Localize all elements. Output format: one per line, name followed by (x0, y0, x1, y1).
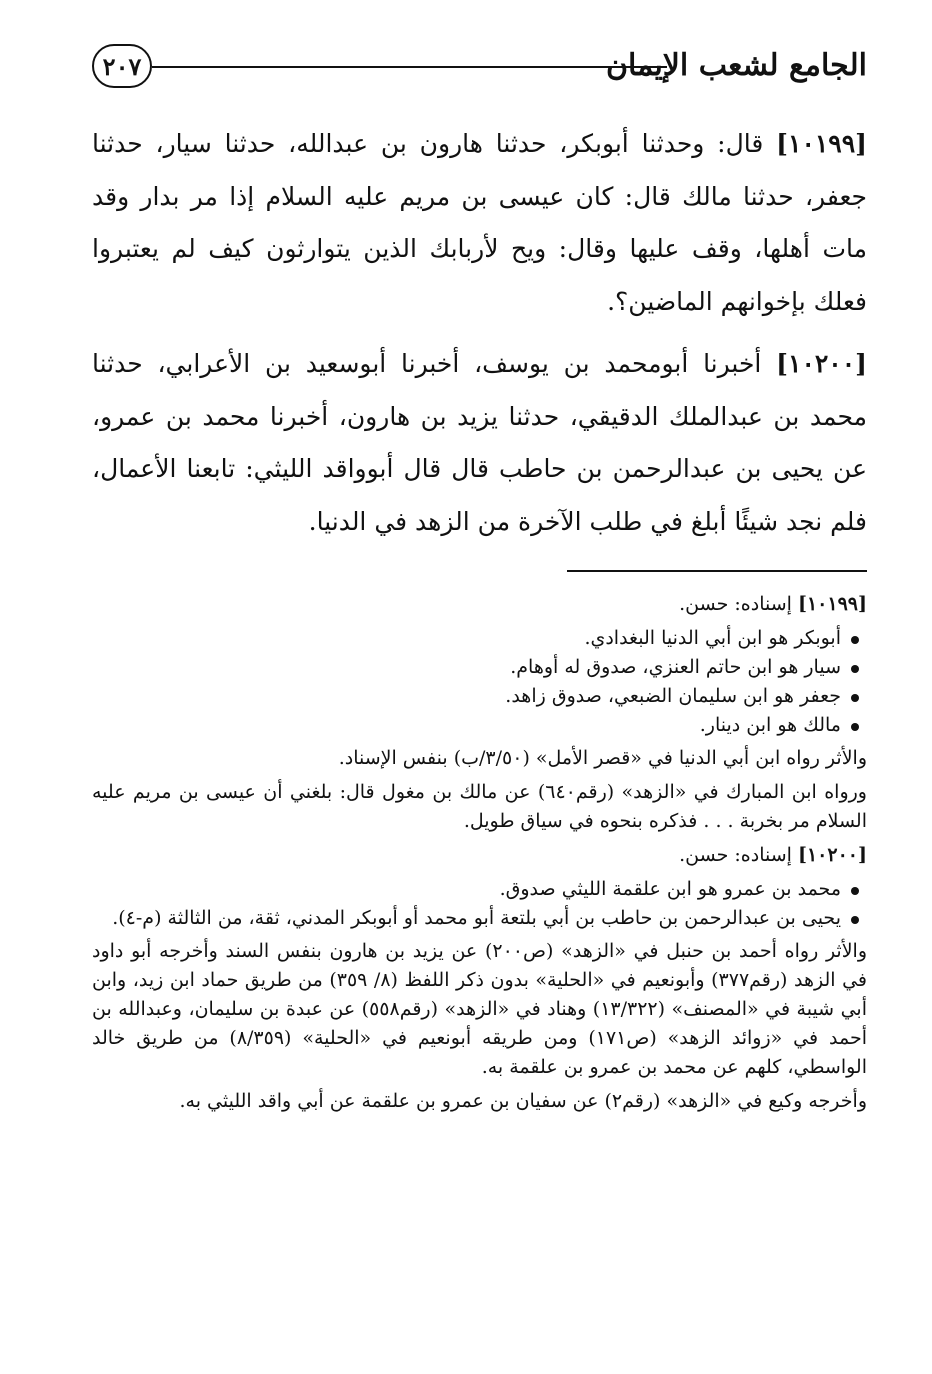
footnote-separator (567, 570, 867, 572)
running-title: الجامع لشعب الإيمان (605, 48, 867, 83)
hadith-text: قال: وحدثنا أبوبكر، حدثنا هارون بن عبدالله، حدثنا سيار، حدثنا جعفر، حدثنا مالك قال: كان عيسى بن مريم عليه السلام إذا مر بدار وقد مات أهلها، وقف عليها وقال: ويح لأربابك الذين يتوارثون كيف لم يعتبروا فعلك بإخوانهم الماضين؟. (92, 129, 867, 316)
footnote-paragraph: والأثر رواه ابن أبي الدنيا في «قصر الأمل» (٣/٥٠/ب) بنفس الإسناد. (338, 747, 867, 769)
footnote-bullet: جعفر هو ابن سليمان الضبعي، صدوق زاهد. (92, 682, 863, 711)
footnote-number: [١٠٢٠٠] (797, 844, 867, 866)
main-text (92, 118, 867, 558)
footnotes (92, 590, 867, 1121)
footnote-paragraph: والأثر رواه أحمد بن حنبل في «الزهد» (ص٢٠٠) عن يزيد بن هارون بنفس السند وأخرجه أبو داود في الزهد (رقم٣٧٧) وأبونعيم في «الحلية» بدون ذكر اللفظ (٨/ ٣٥٩) من طريق حماد ابن زيد، وابن أبي شيبة في «المصنف» (١٣/٣٢٢) وهناد في «الزهد» (رقم٥٥٨) عن عبدة بن سليمان، وعبدالله بن أحمد في «زوائد الزهد» (ص١٧١) ومن طريقه أبونعيم في «الحلية» (٨/٣٥٩) من طريق خالد الواسطي، كلهم عن محمد بن عمرو بن علقمة به. (92, 940, 868, 1078)
footnote-paragraph: وأخرجه وكيع في «الزهد» (رقم٢) عن سفيان بن عمرو بن علقمة عن أبي واقد الليثي به. (179, 1090, 867, 1112)
page-number: ٢٠٧ (92, 44, 152, 88)
footnote-paragraph: ورواه ابن المبارك في «الزهد» (رقم٦٤٠) عن مالك بن مغول قال: بلغني أن عيسى بن مريم عليه السلام مر بخربة . . . فذكره بنحوه في سياق طويل. (92, 781, 867, 832)
footnote-heading (92, 590, 867, 619)
hadith-text: أخبرنا أبومحمد بن يوسف، أخبرنا أبوسعيد بن الأعرابي، حدثنا محمد بن عبدالملك الدقيقي، حدثنا يزيد بن هارون، أخبرنا محمد بن عمرو، عن يحيى بن عبدالرحمن بن حاطب قال قال أبوواقد الليثي: تابعنا الأعمال، فلم نجد شيئًا أبلغ في طلب الآخرة من الزهد في الدنيا. (92, 349, 867, 536)
footnote-number: [١٠١٩٩] (797, 593, 867, 615)
footnote-grade: إسناده: حسن. (679, 593, 792, 615)
page-header (92, 40, 867, 96)
footnote-grade: إسناده: حسن. (679, 844, 792, 866)
hadith-number: [١٠٢٠٠] (776, 349, 867, 378)
main-paragraph (92, 118, 867, 328)
footnote-bullet-list (92, 875, 867, 933)
footnote-heading (92, 841, 867, 870)
main-paragraph (92, 338, 867, 548)
footnote-bullet: مالك هو ابن دينار. (92, 711, 863, 740)
footnote-bullet-list (92, 624, 867, 740)
footnote-bullet: سيار هو ابن حاتم العنزي، صدوق له أوهام. (92, 653, 863, 682)
footnote-bullet: يحيى بن عبدالرحمن بن حاطب بن أبي بلتعة أبو محمد أو أبوبكر المدني، ثقة، من الثالثة (م-٤). (92, 904, 863, 933)
hadith-number: [١٠١٩٩] (776, 129, 867, 158)
header-rule (152, 66, 667, 68)
footnote-bullet: محمد بن عمرو هو ابن علقمة الليثي صدوق. (92, 875, 863, 904)
footnote-bullet: أبوبكر هو ابن أبي الدنيا البغدادي. (92, 624, 863, 653)
